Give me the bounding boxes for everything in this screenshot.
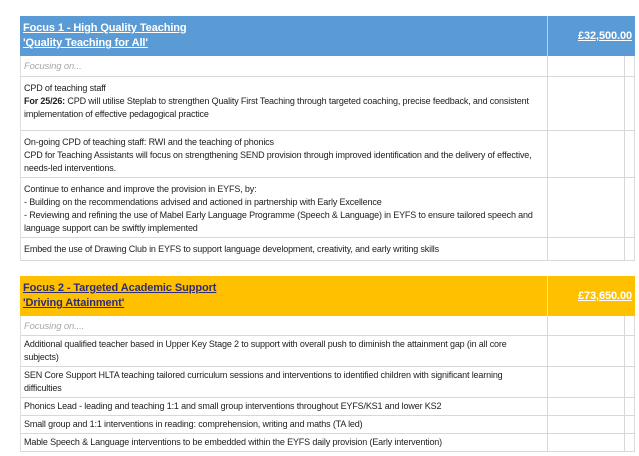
spacer-cell: [624, 398, 635, 415]
section-title-line1: Focus 2 - Targeted Academic Support: [23, 282, 217, 294]
focus-section: [20, 16, 635, 261]
activity-cell: SEN Core Support HLTA teaching tailored curriculum sessions and interventions to identified children with significant learning difficulties: [24, 370, 503, 393]
amount-cell: [547, 131, 624, 177]
focusing-label: Focusing on....: [24, 321, 85, 332]
section-rows: [20, 56, 635, 261]
amount-cell: [547, 416, 624, 433]
activity-cell: Continue to enhance and improve the provision in EYFS, by: - Building on the recommendations advised and actioned in partnership with Early Excellence - Reviewing and refining the use of Mabel Early Language Programme (Speech & Language) in EYFS to ensure tailored speech and language support can be swiftly implemented: [24, 184, 533, 233]
amount-cell: [547, 336, 624, 366]
spacer-cell: [624, 77, 635, 130]
focusing-label: Focusing on...: [24, 61, 82, 72]
spacer-cell: [624, 367, 635, 397]
section-header: [20, 276, 635, 316]
activity-cell: Embed the use of Drawing Club in EYFS to support language development, creativity, and early writing skills: [24, 244, 440, 254]
activity-cell: On-going CPD of teaching staff: RWI and the teaching of phonics CPD for Teaching Assistants will focus on strengthening SEND provision through improved identification and the delivery of effective, needs-led interventions.: [24, 137, 532, 173]
activity-cell: CPD of teaching staff For 25/26: CPD will utilise Steplab to strengthen Quality First Teaching through targeted coaching, precise feedback, and consistent implementation of effective pedagogical practice: [24, 83, 529, 119]
section-title-line2: 'Quality Teaching for All': [23, 37, 148, 49]
table-row: [21, 131, 635, 178]
section-amount: £73,650.00: [547, 276, 635, 316]
table-row: [21, 77, 635, 131]
spacer-cell: [624, 316, 635, 335]
spacer-cell: [624, 238, 635, 260]
amount-cell: [547, 77, 624, 130]
spacer-cell: [624, 131, 635, 177]
section-title: [20, 16, 547, 56]
amount-cell: [547, 178, 624, 237]
table-row: [21, 367, 635, 398]
amount-cell: [547, 398, 624, 415]
table-row: [21, 336, 635, 367]
focusing-row: [21, 56, 635, 77]
spacer-cell: [624, 434, 635, 451]
amount-cell: [547, 434, 624, 451]
focus-section: [20, 276, 635, 452]
section-title-line2: 'Driving Attainment': [23, 297, 125, 309]
section-rows: [20, 316, 635, 452]
spacer-cell: [624, 178, 635, 237]
table-row: [21, 416, 635, 434]
table-row: [21, 238, 635, 261]
focusing-row: [21, 316, 635, 336]
activity-cell: Mable Speech & Language interventions to be embedded within the EYFS daily provision (Early intervention): [24, 437, 443, 447]
table-row: [21, 434, 635, 452]
section-title: [20, 276, 547, 316]
amount-cell: [547, 238, 624, 260]
table-row: [21, 178, 635, 238]
spacer-cell: [624, 416, 635, 433]
spacer-cell: [624, 336, 635, 366]
activity-cell: Additional qualified teacher based in Upper Key Stage 2 to support with overall push to diminish the attainment gap (in all core subjects): [24, 339, 507, 362]
spacer-cell: [624, 56, 635, 76]
table-row: [21, 398, 635, 416]
activity-cell: Small group and 1:1 interventions in reading: comprehension, writing and maths (TA led): [24, 419, 363, 429]
section-header: [20, 16, 635, 56]
activity-cell: Phonics Lead - leading and teaching 1:1 and small group interventions throughout EYFS/KS1 and lower KS2: [24, 401, 442, 411]
amount-cell: [547, 56, 624, 76]
amount-cell: [547, 316, 624, 335]
amount-cell: [547, 367, 624, 397]
section-amount: £32,500.00: [547, 16, 635, 56]
section-title-line1: Focus 1 - High Quality Teaching: [23, 22, 187, 34]
